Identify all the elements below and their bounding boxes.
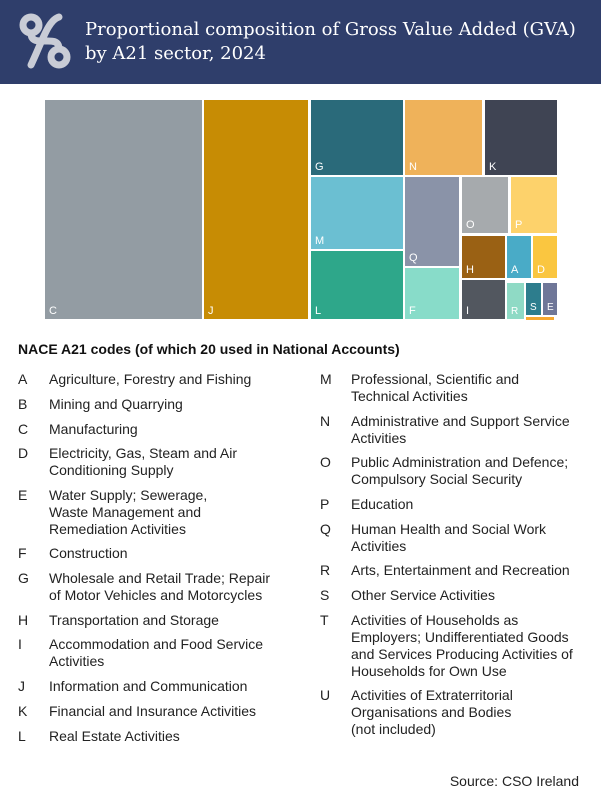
legend-item-c — [18, 421, 138, 438]
treemap-label-i: I — [466, 305, 470, 317]
legend-code: O — [320, 454, 331, 470]
cso-logo-icon — [18, 12, 72, 70]
legend-description: Public Administration and Defence; Compulsory Social Security — [351, 454, 569, 487]
legend-item-h — [18, 612, 219, 629]
legend-item-f — [18, 545, 128, 562]
treemap-label-c: C — [49, 305, 57, 317]
legend-item-g — [18, 570, 270, 604]
treemap-label-p: P — [515, 219, 523, 231]
legend-code: E — [18, 487, 28, 503]
treemap-label-r: R — [511, 306, 519, 317]
legend-code: H — [18, 612, 29, 628]
legend-item-u — [320, 687, 513, 738]
legend-description: Activities of Households as Employers; Undifferentiated Goods and Services Producing Activities of Households for Own Use — [351, 612, 573, 679]
legend-description: Electricity, Gas, Steam and Air Conditioning Supply — [49, 445, 238, 478]
treemap-label-s: S — [530, 302, 537, 313]
treemap-svg — [0, 84, 601, 324]
legend-item-b — [18, 396, 183, 413]
legend-code: S — [320, 587, 330, 603]
legend-item-i — [18, 636, 263, 670]
treemap-label-e: E — [547, 302, 554, 313]
legend-code: U — [320, 687, 331, 703]
legend-item-m — [320, 371, 519, 405]
legend-item-p — [320, 496, 413, 513]
legend-description: Arts, Entertainment and Recreation — [351, 562, 570, 578]
treemap-label-j: J — [208, 305, 214, 317]
legend-item-n — [320, 413, 570, 447]
legend-description: Real Estate Activities — [49, 728, 180, 744]
legend-description: Wholesale and Retail Trade; Repair of Motor Vehicles and Motorcycles — [49, 570, 271, 603]
legend-description: Agriculture, Forestry and Fishing — [49, 371, 252, 387]
treemap-label-o: O — [466, 219, 475, 231]
treemap-label-m: M — [315, 235, 325, 247]
legend-item-l — [18, 728, 180, 745]
page-title: Proportional composition of Gross Value Added (GVA) by A21 sector, 2024 — [85, 19, 576, 64]
legend-item-d — [18, 445, 237, 479]
legend-description: Information and Communication — [49, 678, 248, 694]
legend-item-e — [18, 487, 207, 538]
treemap-label-q: Q — [409, 252, 418, 264]
legend-item-a — [18, 371, 251, 388]
legend-description: Accommodation and Food Service Activities — [49, 636, 263, 669]
treemap-label-a: A — [511, 264, 519, 276]
legend-title: NACE A21 codes (of which 20 used in National Accounts) — [18, 341, 400, 357]
legend-description: Manufacturing — [49, 421, 138, 437]
legend-code: M — [320, 371, 332, 387]
legend-code: A — [18, 371, 28, 387]
legend-code: I — [18, 636, 22, 652]
legend-code: G — [18, 570, 29, 586]
legend-code: R — [320, 562, 331, 578]
legend-description: Other Service Activities — [351, 587, 495, 603]
legend-description: Activities of Extraterritorial Organisations and Bodies (not included) — [351, 687, 513, 737]
legend-code: D — [18, 445, 29, 461]
legend-item-k — [18, 703, 256, 720]
treemap-label-g: G — [315, 161, 324, 173]
treemap-label-h: H — [466, 264, 474, 276]
legend-code: F — [18, 545, 27, 561]
treemap-tile-g — [311, 100, 403, 175]
legend-description: Transportation and Storage — [49, 612, 219, 628]
legend-code: T — [320, 612, 329, 628]
legend-item-t — [320, 612, 573, 680]
legend-code: J — [18, 678, 25, 694]
treemap-chart — [0, 84, 601, 324]
legend-description: Education — [351, 496, 414, 512]
source-note: Source: CSO Ireland — [449, 773, 579, 789]
legend-description: Professional, Scientific and Technical Activities — [351, 371, 520, 404]
treemap-label-l: L — [315, 305, 322, 317]
legend-item-r — [320, 562, 570, 579]
legend-item-j — [18, 678, 247, 695]
header-banner — [0, 0, 601, 84]
legend-description: Administrative and Support Service Activities — [351, 413, 570, 446]
legend-description: Construction — [49, 545, 128, 561]
legend-description: Water Supply; Sewerage, Waste Management and Remediation Activities — [49, 487, 208, 537]
legend-description: Mining and Quarrying — [49, 396, 183, 412]
legend-description: Human Health and Social Work Activities — [351, 521, 547, 554]
legend-item-o — [320, 454, 568, 488]
legend-code: L — [18, 728, 26, 744]
legend-code: C — [18, 421, 29, 437]
legend-description: Financial and Insurance Activities — [49, 703, 256, 719]
legend-code: B — [18, 396, 28, 412]
treemap-label-k: K — [489, 161, 497, 173]
treemap-label-d: D — [537, 264, 545, 276]
legend-code: K — [18, 703, 28, 719]
legend-item-s — [320, 587, 495, 604]
treemap-tile-c — [45, 100, 202, 319]
treemap-tile-m — [311, 177, 403, 249]
legend-code: Q — [320, 521, 331, 537]
legend-code: N — [320, 413, 331, 429]
treemap-label-n: N — [409, 161, 417, 173]
treemap-tile-l — [311, 251, 403, 319]
treemap-tile-t — [526, 317, 554, 320]
legend-item-q — [320, 521, 546, 555]
treemap-label-f: F — [409, 305, 416, 317]
treemap-tile-j — [204, 100, 308, 319]
legend-code: P — [320, 496, 330, 512]
